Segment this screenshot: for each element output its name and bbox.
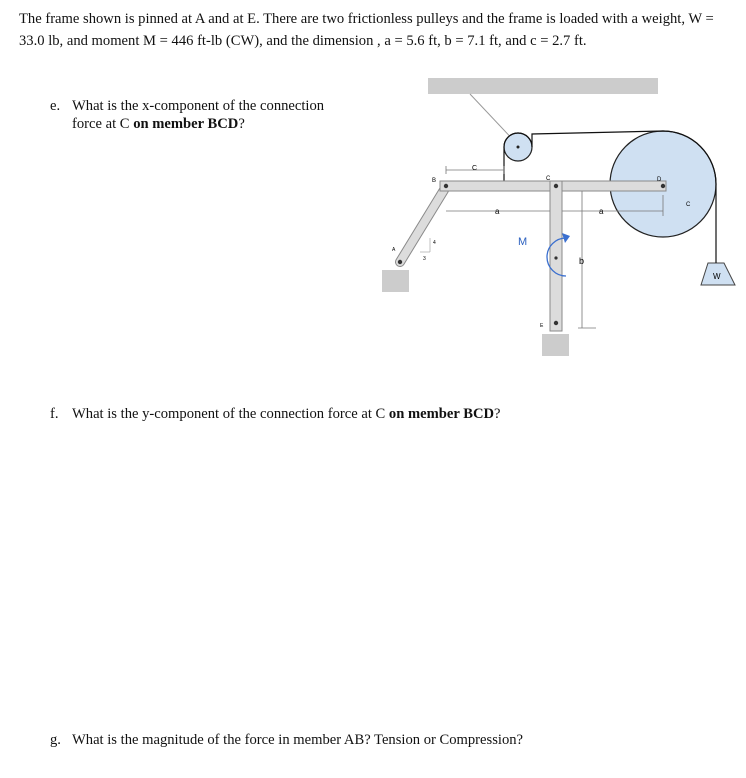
- pin-a: [398, 260, 402, 264]
- question-e-end: ?: [238, 116, 245, 132]
- small-pulley-axle: [517, 146, 520, 149]
- question-f-bold: on member BCD: [388, 406, 495, 422]
- pin-b: [444, 184, 448, 188]
- moment-point: [554, 256, 557, 259]
- label-c-joint: C: [546, 176, 551, 182]
- label-d: D: [657, 177, 662, 183]
- question-e-text-line1: What is the x-component of the connection: [72, 98, 325, 114]
- label-c-dim: C: [472, 165, 478, 172]
- member-ab: [400, 190, 444, 262]
- question-g-label: g.: [50, 732, 61, 748]
- label-a-right: a: [599, 207, 604, 216]
- member-ce: [550, 181, 562, 331]
- label-a: A: [392, 247, 396, 253]
- label-b: B: [432, 178, 437, 184]
- label-slope-4: 4: [433, 240, 436, 246]
- pin-c: [554, 184, 558, 188]
- pin-d: [661, 184, 665, 188]
- ceiling-support: [428, 78, 658, 94]
- label-e: E: [540, 323, 544, 329]
- label-weight: W: [713, 272, 721, 281]
- question-f-end: ?: [494, 406, 501, 422]
- question-g-text: What is the magnitude of the force in member AB? Tension or Compression?: [72, 732, 524, 748]
- pin-e: [554, 321, 558, 325]
- label-b-dim: b: [579, 256, 585, 266]
- question-e-text-line2: force at C: [72, 116, 134, 132]
- label-slope-3: 3: [423, 256, 426, 262]
- question-e-label: e.: [50, 98, 61, 114]
- label-moment: M: [518, 236, 528, 248]
- support-a: [382, 270, 409, 292]
- problem-statement: The frame shown is pinned at A and at E. There are two frictionless pulleys and the frame is loaded with a weight, W = 33.0 lb, and moment M = 446 ft-lb (CW), and the dimension , a = 5.6 ft, b = 7.1 ft, and c = 2.7 ft.: [19, 11, 714, 49]
- label-c-cable: C: [686, 202, 691, 208]
- support-e: [542, 334, 569, 356]
- question-f-text: What is the y-component of the connection force at C: [72, 406, 389, 422]
- question-f-label: f.: [50, 406, 59, 422]
- label-a-left: a: [495, 207, 500, 216]
- question-e-bold: on member BCD: [133, 116, 239, 132]
